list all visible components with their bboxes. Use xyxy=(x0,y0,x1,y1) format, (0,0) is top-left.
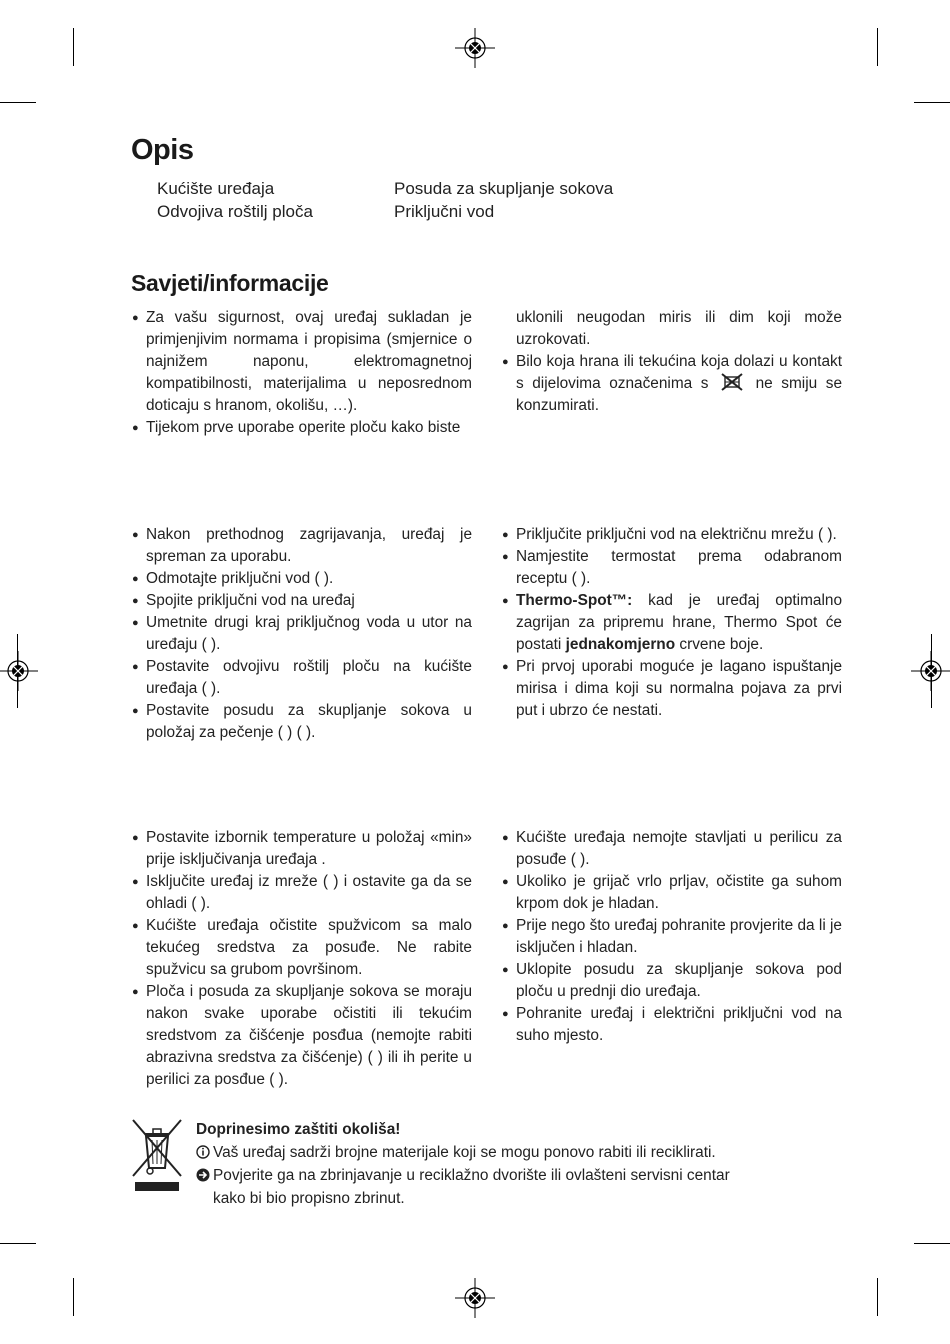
list-item: ● Pri prvoj uporabi moguće je lagano ispuštanje mirisa i dima koji su normalna pojava za prvi put i ubrzo će nestati. xyxy=(502,656,842,722)
list-item: ● Ploča i posuda za skupljanje sokova se moraju nakon svake uporabe očistiti ili tekućim sredstvom za čišćenje posđua (nemojte rabiti abrazivna sredstva za čišćenje) ( ) ili ih perite u perilici za posđue ( ). xyxy=(132,981,472,1091)
list-item: ● Postavite posudu za skupljanje sokova u položaj za pečenje ( ) ( ). xyxy=(132,700,472,744)
uporaba-left-column xyxy=(132,524,472,744)
info-icon xyxy=(196,1145,210,1159)
savjeti-left-column xyxy=(132,307,472,439)
list-item: ● Namjestite termostat prema odabranom receptu ( ). xyxy=(502,546,842,590)
crop-mark xyxy=(914,1243,950,1244)
description-item: Priključni vod xyxy=(394,202,495,221)
list-item: ● Uklopite posudu za skupljanje sokova pod ploču u prednji dio uređaja. xyxy=(502,959,842,1003)
crop-mark xyxy=(877,28,878,66)
list-item: ● Kućište uređaja nemojte stavljati u perilicu za posuđe ( ). xyxy=(502,827,842,871)
environment-notice xyxy=(196,1118,756,1210)
list-item: ● Priključite priključni vod na električnu mrežu ( ). xyxy=(502,524,842,546)
environment-title: Doprinesimo zaštiti okoliša! xyxy=(196,1121,401,1138)
uporaba-right-column xyxy=(502,524,842,722)
list-item: ● Umetnite drugi kraj priključnog voda u utor na uređaju ( ). xyxy=(132,612,472,656)
list-item-continuation: uklonili neugodan miris ili dim koji može uzrokovati. xyxy=(516,309,842,348)
registration-mark-icon xyxy=(455,1278,495,1318)
list-item: ● Prije nego što uređaj pohranite provjerite da li je isključen i hladan. xyxy=(502,915,842,959)
ciscenje-right-column xyxy=(502,827,842,1047)
list-item: ● Pohranite uređaj i električni priključni vod na suho mjesto. xyxy=(502,1003,842,1047)
list-item: ● Kućište uređaja očistite spužvicom sa malo tekućeg sredstva za posuđe. Ne rabite spužvicu sa grubom površinom. xyxy=(132,915,472,981)
crop-mark xyxy=(877,1278,878,1316)
crop-mark xyxy=(0,1243,36,1244)
section-title-savjeti: Savjeti/informacije xyxy=(131,270,329,296)
list-item-text: Bilo koja hrana ili tekućina koja dolazi u kontakt s dijelovima označenima s xyxy=(516,353,842,392)
description-list-right xyxy=(394,177,613,223)
list-item: ● Spojite priključni vod na uređaj xyxy=(132,590,472,612)
list-item: ● Odmotajte priključni vod ( ). xyxy=(132,568,472,590)
environment-text: Vaš uređaj sadrži brojne materijale koji se mogu ponovo rabiti ili reciklirati. xyxy=(213,1144,716,1161)
savjeti-right-column xyxy=(502,307,842,417)
section-title-opis: Opis xyxy=(131,134,194,166)
crossed-out-grill-icon xyxy=(721,373,743,391)
list-item: ● Nakon prethodnog zagrijavanja, uređaj je spreman za uporabu. xyxy=(132,524,472,568)
crop-mark xyxy=(73,1278,74,1316)
environment-text: Povjerite ga na zbrinjavanje u reciklažno dvorište ili ovlašteni servisni centar kako bi bio propisno zbrinut. xyxy=(213,1167,730,1207)
crossed-out-bin-icon xyxy=(131,1118,183,1194)
environment-line xyxy=(196,1141,756,1164)
registration-mark-icon xyxy=(911,651,950,691)
list-item: ● Za vašu sigurnost, ovaj uređaj sukladan je primjenjivim normama i propisima (smjernice o najnižem naponu, elektromagnetnoj kompatibilnosti, materijalima u neposrednom doticaju s hranom, okolišu, …). xyxy=(132,307,472,417)
arrow-right-icon xyxy=(196,1168,210,1182)
registration-mark-icon xyxy=(0,651,38,691)
description-item: Kućište uređaja xyxy=(157,179,275,198)
list-item xyxy=(502,351,842,417)
emphasis-text: jednakomjerno xyxy=(565,636,676,653)
list-item: ● Postavite izbornik temperature u položaj «min» prije isključivanja uređaja . xyxy=(132,827,472,871)
crop-mark xyxy=(0,102,36,103)
list-item-text: kad je uređaj optimalno zagrijan za pripremu hrane, Thermo Spot će postati xyxy=(516,592,843,653)
description-item: Odvojiva roštilj ploča xyxy=(157,202,313,221)
crop-mark xyxy=(914,102,950,103)
crop-mark xyxy=(73,28,74,66)
environment-line xyxy=(196,1164,756,1210)
description-list-left xyxy=(157,177,313,223)
description-item: Posuda za skupljanje sokova xyxy=(394,179,614,198)
list-item: ● Postavite odvojivu roštilj ploču na kućište uređaja ( ). xyxy=(132,656,472,700)
list-item-text: ne smiju se konzumirati. xyxy=(516,375,843,414)
registration-mark-icon xyxy=(455,28,495,68)
list-item: ● Tijekom prve uporabe operite ploču kako biste xyxy=(132,417,472,439)
thermo-spot-label: Thermo-Spot™: xyxy=(516,592,633,609)
list-item-thermo-spot xyxy=(502,590,842,656)
ciscenje-left-column xyxy=(132,827,472,1091)
list-item-text: crvene boje. xyxy=(679,636,764,653)
list-item: ● Isključite uređaj iz mreže ( ) i ostavite ga da se ohladi ( ). xyxy=(132,871,472,915)
list-item: ● Ukoliko je grijač vrlo prljav, očistite ga suhom krpom dok je hladan. xyxy=(502,871,842,915)
